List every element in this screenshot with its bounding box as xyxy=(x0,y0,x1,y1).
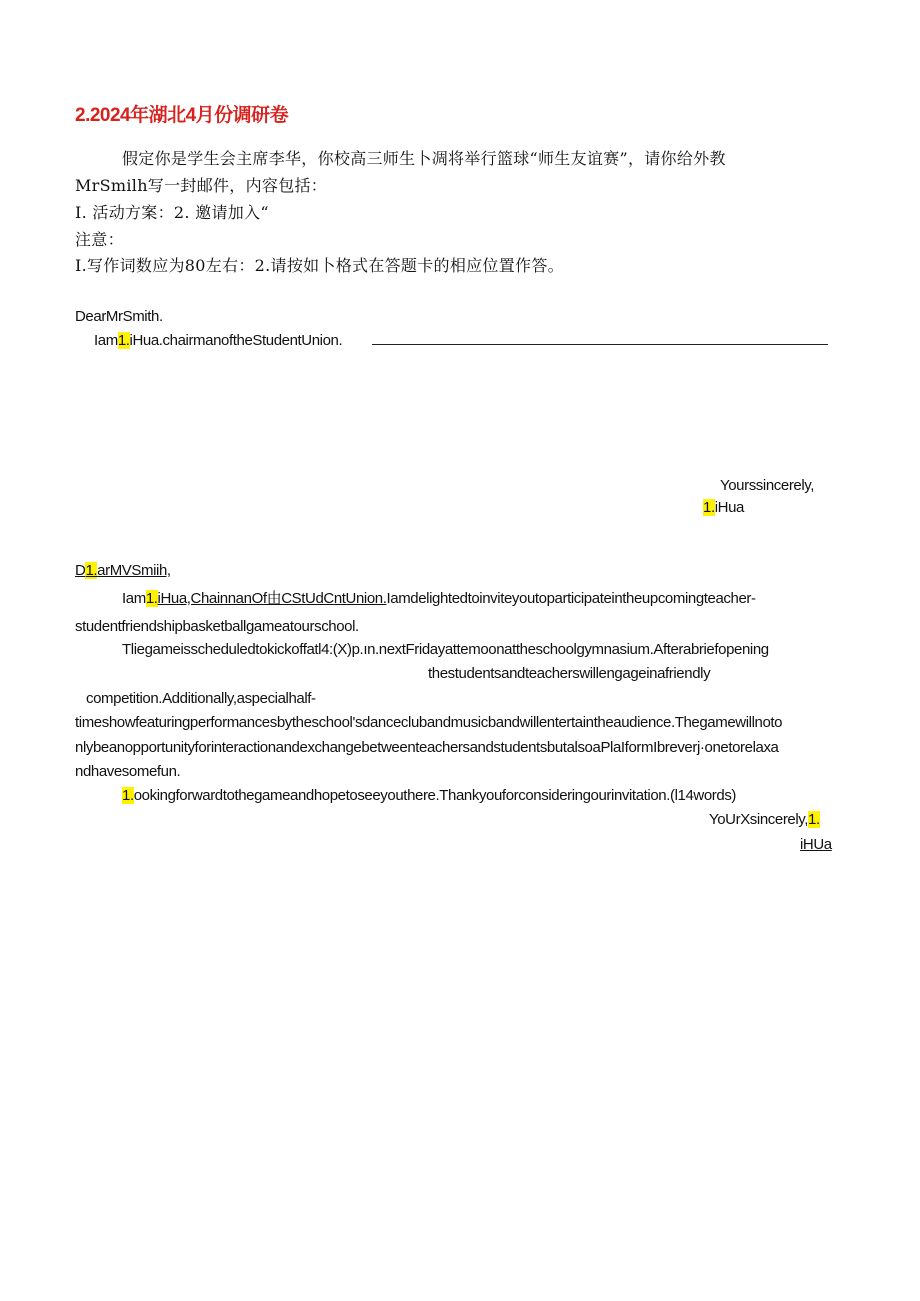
sample-p2-line6: ndhavesomefun. xyxy=(75,763,181,780)
sample-p1-rest: Iamdelightedtoinviteyoutoparticipateintheupcomingteacher- xyxy=(386,590,756,607)
template-closing: Yourssincerely, xyxy=(720,477,815,494)
sample-closing-pre: YoUrXsincerely, xyxy=(709,811,809,828)
sample-p1-line1 xyxy=(122,589,756,609)
sample-greeting-highlight: 1. xyxy=(85,562,98,579)
sample-greeting-post: arMVSmiih, xyxy=(97,562,171,579)
sample-closing xyxy=(709,810,820,830)
sample-p2-line5: nlybeanopportunityforinteractionandexchangebetweenteachersandstudentsbutalsoaPlaIformIbreverj·onetorelaxa xyxy=(75,739,779,756)
sample-p1-underlined: iHua,ChainnanOf由CStUdCntUnion. xyxy=(157,590,387,607)
sample-p2-line2: thestudentsandteacherswillengageinafriendly xyxy=(428,665,711,682)
sample-p3-highlight: 1. xyxy=(122,787,134,804)
sample-greeting xyxy=(75,561,171,581)
template-intro xyxy=(94,331,342,351)
sample-p1-highlight: 1. xyxy=(145,590,158,607)
sample-greeting-pre: D xyxy=(75,562,86,579)
sample-p1-pre: Iam xyxy=(122,590,146,607)
sample-p1-line2: studentfriendshipbasketballgameatourschool. xyxy=(75,618,359,635)
prompt-line-5: I.写作词数应为80左右：2.请按如卜格式在答题卡的相应位置作答。 xyxy=(75,256,564,275)
answer-blank-line xyxy=(372,344,828,345)
sample-p3-text: ookingforwardtothegameandhopetoseeyouthere.Thankyouforconsideringourinvitation.(l14words) xyxy=(133,787,737,804)
template-greeting: DearMrSmith. xyxy=(75,308,163,325)
prompt-line-3: I. 活动方案：2. 邀请加入“ xyxy=(75,203,269,222)
sample-closing-highlight: 1. xyxy=(808,811,820,828)
prompt-line-1: 假定你是学生会主席李华，你校高三师生卜凋将举行篮球“师生友谊赛”，请你给外教 xyxy=(122,149,726,168)
sample-p2-line4: timeshowfeaturingperformancesbytheschool'sdanceclubandmusicbandwillentertaintheaudience.Thegamewillnoto xyxy=(75,714,783,731)
template-intro-post: iHua.chairmanoftheStudentUnion. xyxy=(129,332,343,349)
sample-p2-line3: competition.Additionally,aspecialhalf- xyxy=(86,690,316,707)
sample-p2-line1: Tliegameisscheduledtokickoffatl4:(X)p.ın.nextFridayattemoonattheschoolgymnasium.Afterabriefopening xyxy=(122,641,769,658)
template-signature-post: iHua xyxy=(714,499,744,516)
sample-p3 xyxy=(122,786,736,806)
exam-title: 2.2024年湖北4月份调研卷 xyxy=(75,105,289,126)
template-signature-highlight: 1. xyxy=(703,499,715,516)
sample-signature: iHUa xyxy=(800,836,832,853)
template-intro-pre: Iam xyxy=(94,332,118,349)
template-intro-highlight: 1. xyxy=(117,332,130,349)
prompt-line-4: 注意： xyxy=(75,230,124,249)
prompt-line-2: MrSmilh写一封邮件，内容包括： xyxy=(75,176,328,195)
template-signature xyxy=(703,498,744,518)
